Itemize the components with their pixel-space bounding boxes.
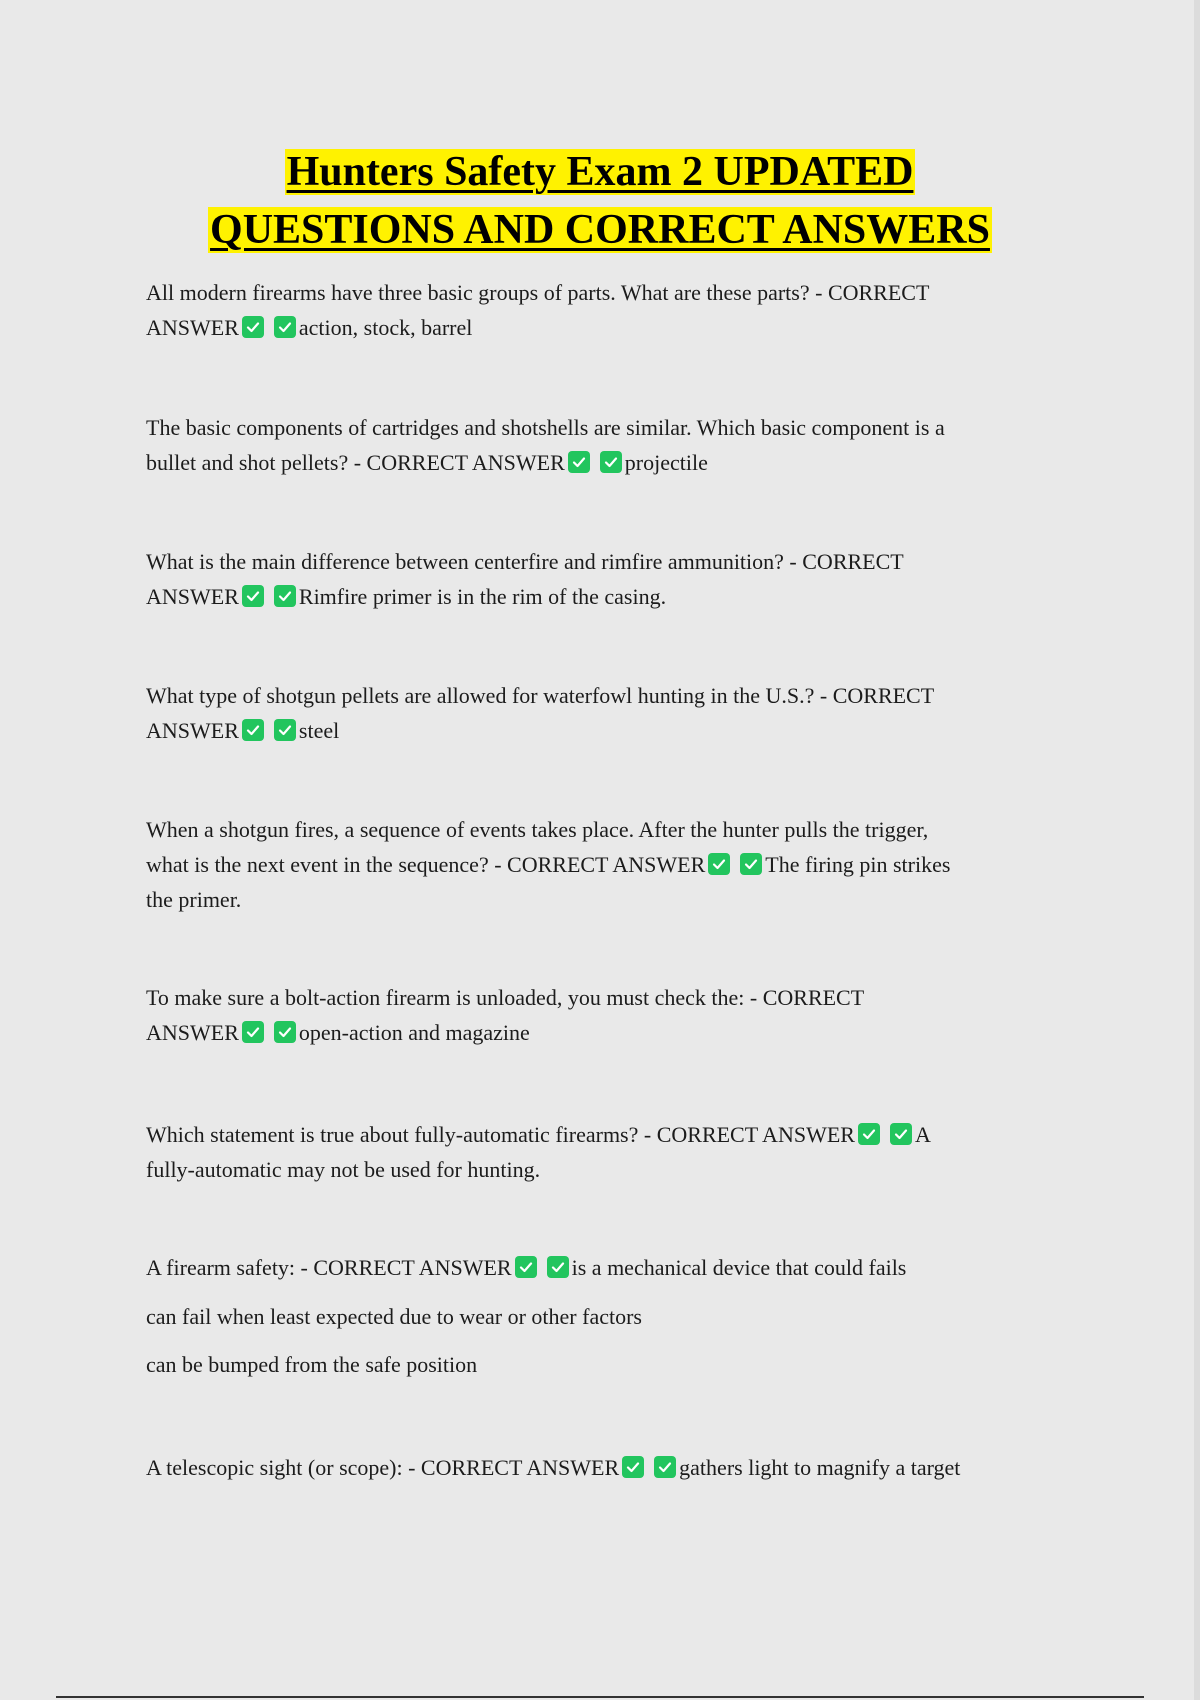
question-line: What is the main difference between centerfire and rimfire ammunition? - CORRECT [146, 549, 904, 574]
qa-item [146, 980, 1046, 1050]
check-box-icon [242, 585, 264, 607]
check-box-icon [708, 853, 730, 875]
question-line: All modern firearms have three basic groups of parts. What are these parts? - CORRECT [146, 280, 930, 305]
question-line: bullet and shot pellets? - CORRECT ANSWER projectile [146, 450, 708, 475]
check-box-icon [600, 451, 622, 473]
check-box-icon [274, 719, 296, 741]
check-box-icon [242, 316, 264, 338]
check-box-icon [274, 1021, 296, 1043]
question-line: When a shotgun fires, a sequence of events takes place. After the hunter pulls the trigger, [146, 817, 929, 842]
answer-text: steel [298, 718, 340, 743]
question-line: To make sure a bolt-action firearm is unloaded, you must check the: - CORRECT [146, 985, 865, 1010]
question-line: What type of shotgun pellets are allowed for waterfowl hunting in the U.S.? - CORRECT [146, 683, 935, 708]
page-bottom-rule [56, 1696, 1144, 1698]
check-box-icon [274, 585, 296, 607]
answer-text: projectile [624, 450, 708, 475]
answer-text-continued: the primer. [146, 887, 242, 912]
document-title [0, 143, 1200, 259]
answer-text: Rimfire primer is in the rim of the casing. [298, 584, 667, 609]
answer-text-continued: fully-automatic may not be used for hunting. [146, 1157, 541, 1182]
question-line: A telescopic sight (or scope): - CORRECT ANSWER gathers light to magnify a target [146, 1455, 961, 1480]
qa-item [146, 812, 1046, 917]
check-box-icon [740, 853, 762, 875]
question-line: what is the next event in the sequence? - CORRECT ANSWER The firing pin strikes [146, 852, 951, 877]
qa-item [146, 678, 1046, 748]
answer-extra-line: can fail when least expected due to wear or other factors [146, 1304, 642, 1329]
qa-item [146, 410, 1046, 480]
check-box-icon [242, 1021, 264, 1043]
answer-extra-line: can be bumped from the safe position [146, 1352, 478, 1377]
check-box-icon [654, 1456, 676, 1478]
question-line: The basic components of cartridges and shotshells are similar. Which basic component is a [146, 415, 945, 440]
check-box-icon [242, 719, 264, 741]
title-line-1: Hunters Safety Exam 2 UPDATED [286, 149, 914, 195]
qa-item [146, 1450, 1086, 1485]
page-edge [1194, 0, 1200, 1700]
check-box-icon [274, 316, 296, 338]
answer-text: action, stock, barrel [298, 315, 473, 340]
question-line: A firearm safety: - CORRECT ANSWER is a mechanical device that could fails [146, 1255, 907, 1280]
check-box-icon [622, 1456, 644, 1478]
answer-text: The firing pin strikes [765, 852, 951, 877]
check-box-icon [547, 1256, 569, 1278]
check-box-icon [568, 451, 590, 473]
question-line: ANSWER open-action and magazine [146, 1020, 530, 1045]
title-line-2: QUESTIONS AND CORRECT ANSWERS [210, 207, 990, 253]
qa-item [146, 544, 1046, 614]
check-box-icon [515, 1256, 537, 1278]
qa-item [146, 1117, 1046, 1187]
answer-text: is a mechanical device that could fails [571, 1255, 907, 1280]
question-line: ANSWER action, stock, barrel [146, 315, 473, 340]
answer-text: open-action and magazine [298, 1020, 530, 1045]
check-box-icon [858, 1123, 880, 1145]
qa-item [146, 275, 1046, 345]
answer-text: gathers light to magnify a target [679, 1455, 961, 1480]
question-line: ANSWER steel [146, 718, 340, 743]
qa-item [146, 1250, 1046, 1382]
check-box-icon [890, 1123, 912, 1145]
question-line: Which statement is true about fully-automatic firearms? - CORRECT ANSWER A [146, 1122, 931, 1147]
answer-text: A [914, 1122, 931, 1147]
question-line: ANSWER Rimfire primer is in the rim of the casing. [146, 584, 667, 609]
